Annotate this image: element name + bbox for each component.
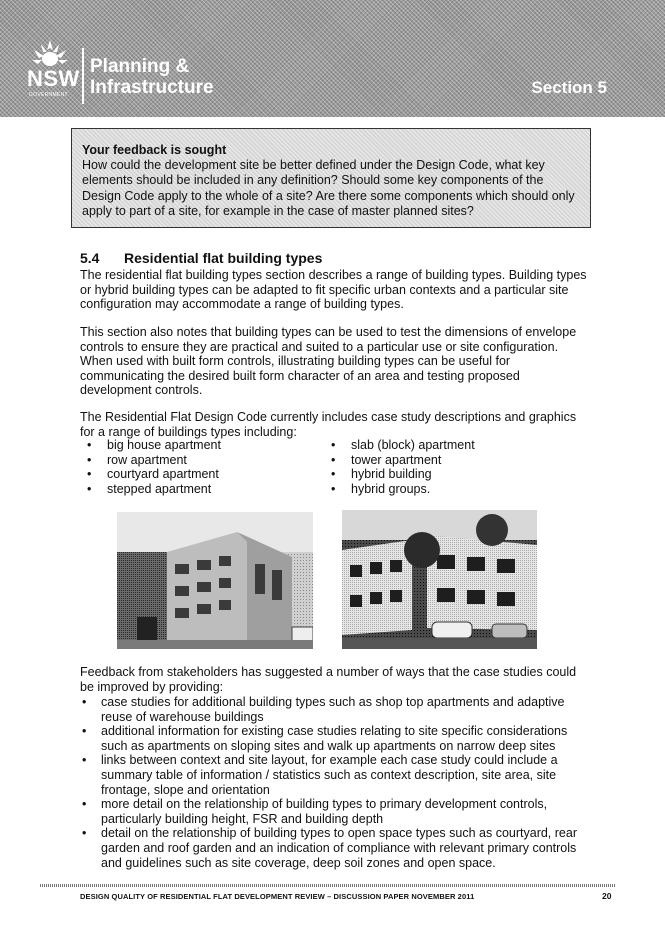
list-item: • hybrid building — [324, 467, 475, 482]
list-item: • slab (block) apartment — [324, 438, 475, 453]
list-item: • courtyard apartment — [80, 467, 221, 482]
agency-name — [90, 56, 214, 98]
list-item: • links between context and site layout, for example each case study could include a summary table of information / statistics such as context description, site area, site frontage, slope and orientation — [80, 753, 590, 797]
section-number: 5.4 — [80, 250, 100, 266]
agency-line-2: Infrastructure — [90, 77, 214, 98]
list-item: • additional information for existing case studies relating to site specific considerations such as apartments on sloping sites and walk up apartments on narrow deep sites — [80, 724, 590, 753]
list-item: • detail on the relationship of building types to open space types such as courtyard, rear garden and roof garden and an indication of compliance with relevant primary controls and guidelines such as site coverage, deep soil zones and open space. — [80, 826, 590, 870]
list-item: • more detail on the relationship of building types to primary development controls, particularly building height, FSR and building depth — [80, 797, 590, 826]
paragraph-feedback-intro: Feedback from stakeholders has suggested a number of ways that the case studies could be improved by providing: — [80, 665, 577, 694]
paragraph-envelope-controls: This section also notes that building types can be used to test the dimensions of envelope controls to ensure they are practical and suited to a particular use or site configuration. When used with built form controls, illustrating building types can be useful for communicating the desired built form character of an area and testing proposed development controls. — [80, 325, 577, 398]
list-item: • row apartment — [80, 453, 221, 468]
building-types-list-right — [324, 438, 475, 496]
nsw-logo-text: NSW — [27, 66, 80, 91]
footer-divider — [40, 884, 616, 887]
section-label: Section 5 — [531, 78, 607, 97]
feedback-body: How could the development site be better defined under the Design Code, what key elements should be included in any definition? Should some key components of the Design Code apply to the whole of a site? Are there some components which should only apply to part of a site, for example in the case of master planned sites? — [82, 158, 575, 218]
government-logo-text: GOVERNMENT — [29, 92, 68, 98]
feedback-title: Your feedback is sought — [82, 143, 227, 157]
footer-text: DESIGN QUALITY OF RESIDENTIAL FLAT DEVELOPMENT REVIEW – DISCUSSION PAPER NOVEMBER 2011 — [80, 892, 475, 901]
page-header — [0, 0, 665, 117]
improvements-list — [80, 695, 590, 870]
list-item: • hybrid groups. — [324, 482, 475, 497]
list-item: • case studies for additional building types such as shop top apartments and adaptive reuse of warehouse buildings — [80, 695, 590, 724]
feedback-box — [71, 128, 591, 228]
building-photo-right — [342, 510, 537, 649]
building-types-list-left — [80, 438, 221, 496]
list-item: • big house apartment — [80, 438, 221, 453]
list-item: • tower apartment — [324, 453, 475, 468]
paragraph-case-studies: The Residential Flat Design Code currently includes case study descriptions and graphics for a range of buildings types including: — [80, 410, 577, 439]
agency-line-1: Planning & — [90, 56, 190, 77]
logo-divider — [82, 48, 84, 104]
building-photo-left — [117, 512, 313, 649]
list-item: • stepped apartment — [80, 482, 221, 497]
section-title: Residential flat building types — [124, 250, 323, 266]
section-heading — [80, 250, 322, 266]
paragraph-intro: The residential flat building types section describes a range of building types. Building types or hybrid building types can be adapted to fit specific urban contexts and a particular site configuration may accommodate a range of building types. — [80, 268, 587, 312]
page-number: 20 — [602, 891, 612, 901]
